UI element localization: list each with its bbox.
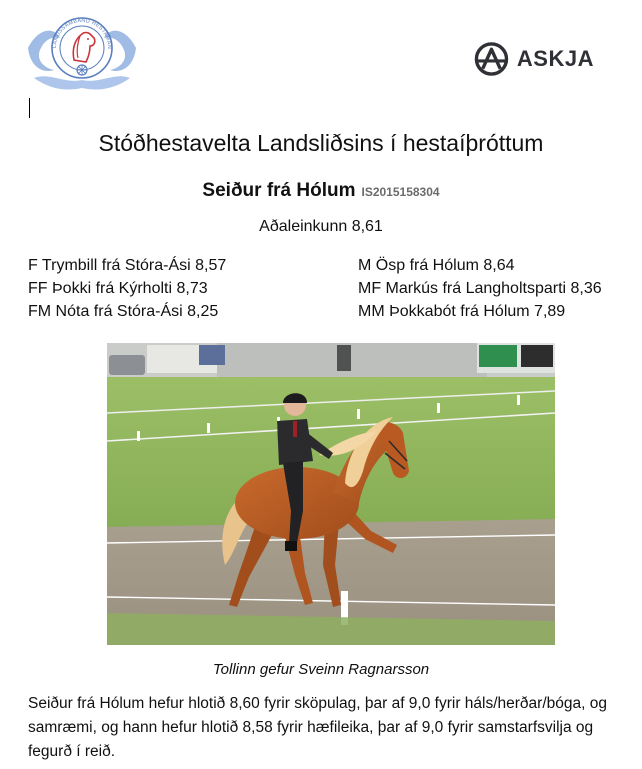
- pedigree-sire: F Trymbill frá Stóra-Ási 8,57: [28, 257, 227, 274]
- askja-emblem-icon: [474, 41, 509, 77]
- horse-heading: [0, 180, 642, 202]
- pedigree-sire-side: [28, 254, 226, 323]
- askja-logo: [474, 40, 594, 78]
- pedigree-dam-side: [358, 254, 602, 323]
- document-title: Stóðhestavelta Landsliðsins í hestaíþróttum: [98, 130, 544, 156]
- main-score: Aðaleinkunn 8,61: [259, 218, 383, 235]
- horse-name: Seiður frá Hólum: [202, 180, 356, 201]
- pedigree-dam-dam: MM Þokkabót frá Hólum 7,89: [358, 303, 566, 320]
- horse-id: IS2015158304: [361, 185, 440, 199]
- pedigree-dam: M Ösp frá Hólum 8,64: [358, 257, 515, 274]
- pedigree-sire-dam: FM Nóta frá Stóra-Ási 8,25: [28, 303, 219, 320]
- logo-ring-text: LANDSSAMBAND HESTAMAN: [51, 17, 113, 50]
- photo-caption: Tollinn gefur Sveinn Ragnarsson: [212, 661, 430, 678]
- pedigree-sire-sire: FF Þokki frá Kýrholti 8,73: [28, 280, 208, 297]
- landssamband-logo: [24, 8, 140, 96]
- askja-wordmark: ASKJA: [516, 46, 594, 71]
- horse-description: Seiður frá Hólum hefur hlotið 8,60 fyrir sköpulag, þar af 9,0 fyrir háls/herðar/bóga, og samræmi, og hann hefur hlotið 8,58 fyrir hæfileika, þar af 9,0 fyrir samstarfsvilja og fegurð í reið.: [28, 695, 607, 760]
- horse-photo: [107, 343, 555, 645]
- pedigree-dam-sire: MF Markús frá Langholtsparti 8,36: [358, 280, 602, 297]
- text-cursor: [29, 98, 30, 118]
